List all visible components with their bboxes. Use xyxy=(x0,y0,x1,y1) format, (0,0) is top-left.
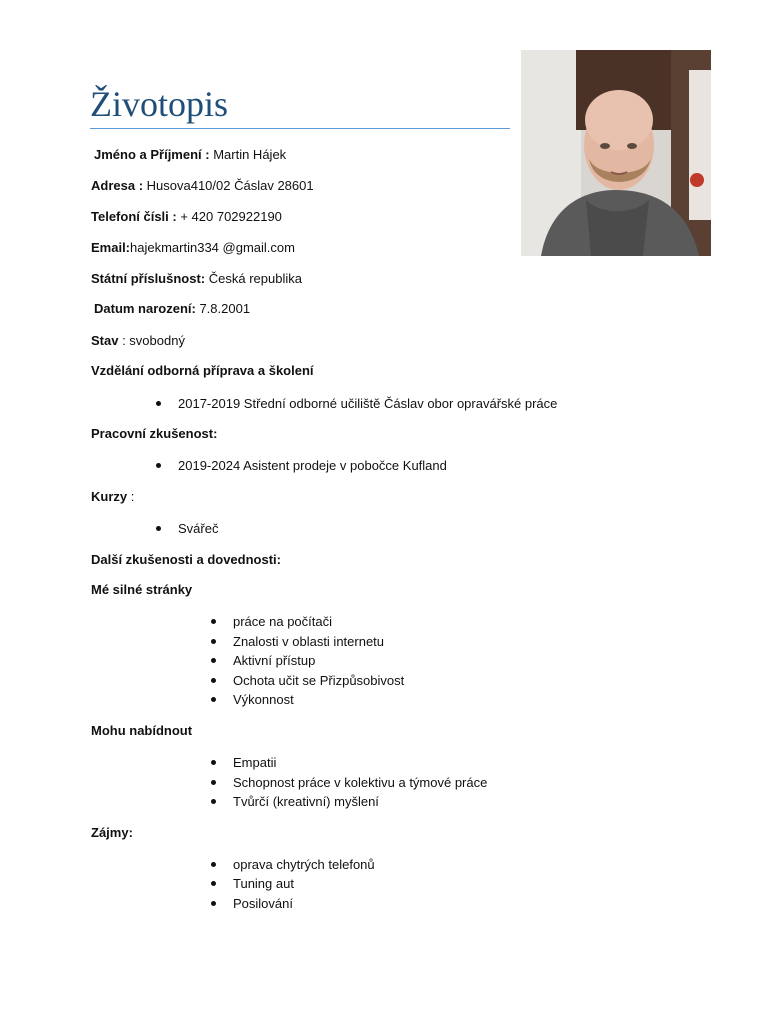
education-heading: Vzdělání odborná příprava a školení xyxy=(91,363,314,378)
address-label: Adresa : xyxy=(91,178,144,193)
interest-item: Posilování xyxy=(233,896,293,911)
address-value: Husova410/02 Čáslav 28601 xyxy=(143,178,314,193)
strength-item: Aktivní přístup xyxy=(233,653,316,668)
bullet-icon xyxy=(211,901,216,906)
offer-item: Tvůrčí (kreativní) myšlení xyxy=(233,794,379,809)
email-label: Email: xyxy=(91,240,131,255)
profile-photo xyxy=(521,50,711,256)
bullet-icon xyxy=(211,881,216,886)
bullet-icon xyxy=(211,639,216,644)
status-value: : svobodný xyxy=(118,333,185,348)
offer-heading: Mohu nabídnout xyxy=(91,723,193,738)
nationality-label: Státní příslušnost: xyxy=(91,271,206,286)
experience-item: 2019-2024 Asistent prodeje v pobočce Kufland xyxy=(178,458,447,473)
name-value: Martin Hájek xyxy=(209,147,287,162)
portrait-image xyxy=(521,50,711,256)
name-label: Jméno a Příjmení : xyxy=(94,147,210,162)
nationality-value: Česká republika xyxy=(205,271,302,286)
courses-heading: Kurzy : xyxy=(91,489,135,504)
phone-line xyxy=(91,208,282,226)
phone-label: Telefoní čísli : xyxy=(91,209,177,224)
interest-item: Tuning aut xyxy=(233,876,294,891)
strength-item: Ochota učit se Přizpůsobivost xyxy=(233,673,405,688)
bullet-icon xyxy=(211,619,216,624)
status-line xyxy=(91,332,185,350)
bullet-icon xyxy=(211,678,216,683)
birthdate-label: Datum narození: xyxy=(94,301,196,316)
experience-heading: Pracovní zkušenost: xyxy=(91,426,218,441)
bullet-icon xyxy=(211,697,216,702)
birthdate-value: 7.8.2001 xyxy=(195,301,251,316)
other-skills-heading: Další zkušenosti a dovednosti: xyxy=(91,552,281,567)
bullet-icon xyxy=(211,658,216,663)
course-item: Svářeč xyxy=(178,521,219,536)
offer-item: Empatii xyxy=(233,755,277,770)
strength-item: Znalosti v oblasti internetu xyxy=(233,634,385,649)
email-line xyxy=(91,239,295,257)
name-line xyxy=(94,146,286,164)
nationality-line xyxy=(91,270,302,288)
interests-heading: Zájmy: xyxy=(91,825,133,840)
bullet-icon xyxy=(156,401,161,406)
page-title: Životopis xyxy=(90,84,229,124)
status-label: Stav xyxy=(91,333,119,348)
education-item: 2017-2019 Střední odborné učiliště Čáslav obor opravářské práce xyxy=(178,396,558,411)
title-underline xyxy=(90,128,510,129)
bullet-icon xyxy=(211,780,216,785)
bullet-icon xyxy=(156,463,161,468)
strength-item: práce na počítači xyxy=(233,614,333,629)
address-line xyxy=(91,177,314,195)
strengths-heading: Mé silné stránky xyxy=(91,582,193,597)
bullet-icon xyxy=(211,799,216,804)
phone-value: + 420 702922190 xyxy=(176,209,282,224)
bullet-icon xyxy=(211,760,216,765)
strength-item: Výkonnost xyxy=(233,692,294,707)
bullet-icon xyxy=(211,862,216,867)
birthdate-line xyxy=(94,300,250,318)
email-value: hajekmartin334 @gmail.com xyxy=(130,240,295,255)
interest-item: oprava chytrých telefonů xyxy=(233,857,375,872)
bullet-icon xyxy=(156,526,161,531)
offer-item: Schopnost práce v kolektivu a týmové práce xyxy=(233,775,488,790)
